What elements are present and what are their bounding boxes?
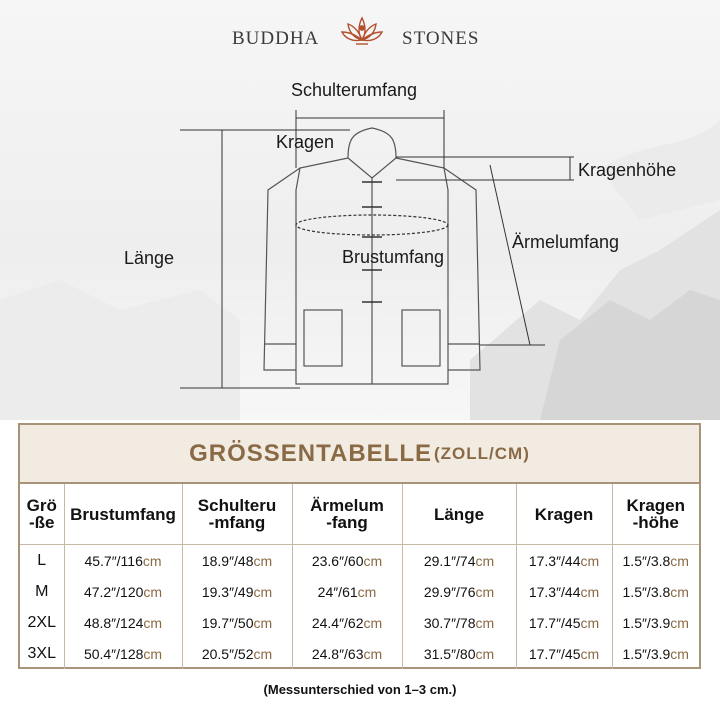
size-cell: 2XL	[27, 613, 56, 631]
unit-label: cm	[363, 552, 383, 569]
measurement-value: 29.9″/76	[423, 583, 476, 600]
measurement-cell	[516, 545, 612, 577]
measurement-cell	[292, 576, 402, 607]
measurement-cell	[182, 607, 292, 638]
unit-label: cm	[363, 614, 383, 631]
measurement-value: 17.3″/44	[528, 583, 581, 600]
column-header-line: Brustumfang	[70, 504, 176, 524]
unit-label: cm	[363, 645, 383, 662]
measurement-cell	[612, 545, 699, 577]
label-length: Länge	[124, 248, 175, 268]
measurement-value: 48.8″/124	[83, 614, 144, 631]
measurement-cell	[612, 607, 699, 638]
measurement-cell	[64, 638, 182, 669]
measurement-value: 17.7″/45	[528, 645, 581, 662]
measurement-value: 20.5″/52	[201, 645, 254, 662]
column-header-line: -höhe	[632, 513, 679, 532]
unit-label: cm	[475, 583, 495, 600]
column-header-line: Ärmelum	[310, 496, 384, 515]
measurement-value: 31.5″/80	[423, 645, 476, 662]
measurement-cell	[182, 638, 292, 669]
size-chart-unit: (ZOLL/CM)	[434, 443, 530, 463]
measurement-value: 24.4″/62	[311, 614, 364, 631]
table-row	[20, 545, 699, 577]
measurement-cell	[292, 545, 402, 577]
label-chest: Brustumfang	[342, 247, 445, 267]
measurement-value: 18.9″/48	[201, 552, 254, 569]
unit-label: cm	[253, 614, 273, 631]
measurement-value: 45.7″/116	[84, 552, 143, 569]
unit-label: cm	[143, 645, 163, 662]
column-header	[292, 484, 402, 545]
unit-label: cm	[253, 645, 273, 662]
measurement-cell	[402, 576, 516, 607]
measurement-value: 1.5″/3.9	[622, 645, 671, 662]
measurement-value: 24″/61	[317, 583, 358, 600]
unit-label: cm	[475, 614, 495, 631]
unit-label: cm	[580, 583, 600, 600]
measurement-cell	[292, 638, 402, 669]
column-header	[612, 484, 699, 545]
column-header-line: Kragen	[534, 504, 594, 524]
unit-label: cm	[143, 614, 163, 631]
measurement-value: 30.7″/78	[423, 614, 476, 631]
column-header-line: -mfang	[208, 513, 266, 532]
label-collar-height: Kragenhöhe	[578, 160, 677, 180]
unit-label: cm	[670, 552, 689, 569]
measurement-value: 50.4″/128	[83, 645, 144, 662]
column-header	[64, 484, 182, 545]
size-cell: M	[35, 582, 49, 600]
measurement-note: (Messunterschied von 1–3 cm.)	[263, 682, 457, 697]
measurement-cell	[612, 576, 699, 607]
column-header	[20, 484, 64, 545]
measurement-cell	[402, 607, 516, 638]
measurement-cell	[182, 576, 292, 607]
table-row	[20, 638, 699, 669]
column-header-line: -fang	[326, 513, 368, 532]
measurement-cell	[402, 545, 516, 577]
size-chart-title	[20, 425, 699, 484]
unit-label: cm	[670, 614, 689, 631]
measurement-value: 1.5″/3.8	[622, 583, 671, 600]
label-collar: Kragen	[276, 132, 335, 152]
measurement-cell	[64, 576, 182, 607]
label-sleeve: Ärmelumfang	[512, 232, 620, 252]
measurement-value: 1.5″/3.8	[622, 552, 671, 569]
brand-name-left: BUDDHA	[232, 28, 320, 49]
measurement-cell	[182, 545, 292, 577]
unit-label: cm	[580, 614, 600, 631]
unit-label: cm	[253, 552, 273, 569]
measurement-value: 19.7″/50	[201, 614, 254, 631]
column-header	[402, 484, 516, 545]
measurement-value: 1.5″/3.9	[622, 614, 671, 631]
brand-name-right: STONES	[402, 28, 480, 49]
measurement-cell	[516, 576, 612, 607]
measurement-value: 17.7″/45	[528, 614, 581, 631]
unit-label: cm	[580, 645, 600, 662]
measurement-cell	[612, 638, 699, 669]
measurement-value: 19.3″/49	[201, 583, 254, 600]
unit-label: cm	[475, 552, 495, 569]
column-header-line: Schulteru	[197, 496, 277, 515]
column-header-line: Kragen	[626, 496, 686, 515]
measurement-value: 23.6″/60	[311, 552, 364, 569]
table-row	[20, 576, 699, 607]
measurement-value: 17.3″/44	[528, 552, 581, 569]
unit-label: cm	[142, 552, 162, 569]
size-chart-table	[18, 423, 701, 669]
column-header	[516, 484, 612, 545]
measurement-value: 29.1″/74	[423, 552, 476, 569]
unit-label: cm	[475, 645, 495, 662]
table-row	[20, 607, 699, 638]
size-cell: 3XL	[27, 644, 56, 662]
measurement-value: 24.8″/63	[311, 645, 364, 662]
unit-label: cm	[253, 583, 273, 600]
size-cell: L	[37, 551, 47, 569]
unit-label: cm	[143, 583, 163, 600]
table-header-row	[20, 484, 699, 545]
unit-label: cm	[670, 645, 689, 662]
unit-label: cm	[670, 583, 689, 600]
label-shoulder: Schulterumfang	[291, 80, 418, 100]
measurement-cell	[516, 638, 612, 669]
measurement-cell	[292, 607, 402, 638]
column-header-line: Grö	[26, 496, 57, 515]
size-table	[20, 484, 699, 669]
unit-label: cm	[580, 552, 600, 569]
column-header	[182, 484, 292, 545]
measurement-cell	[64, 607, 182, 638]
measurement-value: 47.2″/120	[83, 583, 144, 600]
measurement-cell	[516, 607, 612, 638]
column-header-line: Länge	[433, 504, 485, 524]
measurement-cell	[402, 638, 516, 669]
unit-label: cm	[357, 583, 377, 600]
size-chart-title-text: GRÖSSENTABELLE	[189, 439, 433, 467]
column-header-line: -ße	[29, 513, 55, 532]
measurement-cell	[64, 545, 182, 577]
